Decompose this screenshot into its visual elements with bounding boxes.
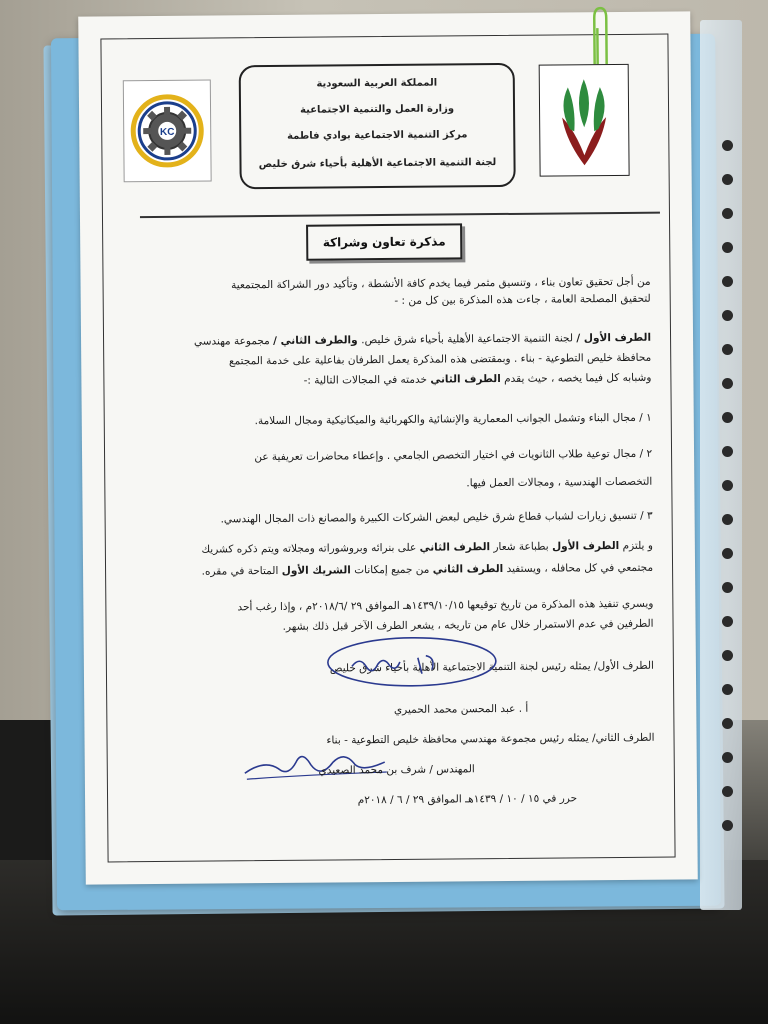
parties-line-3-text: وشبابه كل فيما يخصه ، حيث يقدم (500, 371, 652, 386)
punch-hole (722, 412, 733, 423)
party2-label: والطرف الثاني / (273, 334, 362, 347)
commitment2-text-c: من جميع إمكانات (350, 563, 433, 577)
party1-signatory-name: أ . عبد المحسن محمد الحميري (393, 702, 529, 716)
punch-hole (722, 820, 733, 831)
punch-hole (722, 650, 733, 661)
issue-date: حرر في ١٥ / ١٠ / ١٤٣٩هـ الموافق ٢٩ / ٦ / ٢٠١٨م (357, 792, 578, 807)
punch-hole (722, 786, 733, 797)
letterhead-center: مركز التنمية الاجتماعية بوادي فاطمة (287, 129, 468, 142)
letterhead-kingdom: المملكة العربية السعودية (316, 77, 438, 90)
party2-signatory-name: المهندس / شرف بن محمد الصعيدي (318, 763, 475, 777)
gear-logo-icon (124, 81, 211, 182)
commitment2-text-a: مجتمعي في كل محافله ، ويستفيد (503, 561, 654, 575)
leaves-logo-icon (540, 65, 629, 176)
punch-hole (722, 344, 733, 355)
punch-hole (722, 548, 733, 559)
committee-logo (539, 64, 630, 177)
commitment-text-c: بطباعة شعار (490, 540, 553, 554)
party2-mention-c: الطرف الثاني (432, 562, 504, 576)
org-logo-gear (123, 80, 212, 183)
punch-holes (718, 140, 738, 860)
commitment-text-a: و يلتزم (619, 539, 653, 552)
punch-hole (722, 752, 733, 763)
punch-hole (722, 208, 733, 219)
first-partner-mention: الشريك الأول (281, 564, 351, 577)
commitment-text-e: على بنرائه وبروشوراته ومجلاته ويتم ذكره كشريك (201, 541, 420, 556)
parties-line-2: محافظة خليص التطوعية - بناء . وبمقتضى هذه المذكرة يعمل الطرفان بفاعلية على خدمة المجتمع (228, 351, 652, 368)
punch-hole (722, 174, 733, 185)
punch-hole (722, 718, 733, 729)
party2-mention: الطرف الثاني (430, 373, 501, 386)
punch-hole (722, 480, 733, 491)
punch-hole (722, 140, 733, 151)
party1-text: لجنة التنمية الاجتماعية الأهلية بأحياء شرق خليص. (361, 332, 577, 347)
field-item-2-cont: التخصصات الهندسية ، ومجالات العمل فيها. (466, 475, 653, 490)
party1-signatory-role: الطرف الأول/ يمثله رئيس لجنة التنمية الاجتماعية الأهلية بأحياء شرق خليص (329, 659, 654, 675)
party2-text: مجموعة مهندسي (193, 334, 274, 348)
field-item-2: ٢ / مجال توعية طلاب الثانويات في اختيار التخصص الجامعي . وإعطاء محاضرات تعريفية عن (254, 447, 653, 464)
party2-signatory-role: الطرف الثاني/ يمثله رئيس مجموعة مهندسي محافظة خليص التطوعية - بناء (326, 731, 655, 747)
intro-line-1: من أجل تحقيق تعاون بناء ، وتنسيق مثمر فيما يخدم كافة الأنشطة ، وتأكيد دور الشراكة المجتمعية (231, 275, 651, 292)
letterhead-committee: لجنة التنمية الاجتماعية الأهلية بأحياء شرق خليص (258, 157, 497, 171)
party2-mention-b: الطرف الثاني (419, 541, 491, 554)
letterhead-ministry: وزارة العمل والتنمية الاجتماعية (300, 103, 455, 116)
punch-hole (722, 378, 733, 389)
validity-line-2: الطرفين في عدم الاستمرار خلال عام من تاريخه ، يشعر الطرف الآخر قبل ذلك بشهر. (282, 617, 654, 633)
memo-title: مذكرة تعاون وشراكة (322, 234, 446, 250)
memo-paper (78, 11, 698, 884)
punch-hole (722, 276, 733, 287)
punch-hole (722, 310, 733, 321)
svg-text:KC: KC (159, 126, 175, 138)
party1-label: الطرف الأول / (576, 331, 652, 345)
punch-hole (722, 582, 733, 593)
handwritten-date-stamp (322, 635, 502, 693)
punch-hole (722, 446, 733, 457)
field-item-3: ٣ / تنسيق زيارات لشباب قطاع شرق خليص لبعض الشركات الكبيرة والمصانع ذات المجال الهندسي. (220, 509, 653, 526)
letterhead-box (239, 63, 516, 189)
party1-mention: الطرف الأول (551, 539, 620, 553)
punch-hole (722, 684, 733, 695)
memo-title-box (306, 223, 462, 260)
punch-hole (722, 616, 733, 627)
validity-line-1: ويسري تنفيذ هذه المذكرة من تاريخ توقيعها ١٤٣٩/١٠/١٥هـ الموافق ٢٩ /٢٠١٨/٦م ، وإذا رغب أحد (237, 597, 654, 614)
field-item-1: ١ / مجال البناء وتشمل الجوانب المعمارية والإنشائية والكهربائية والميكانيكية ومجال السلامة. (254, 411, 652, 428)
punch-hole (722, 242, 733, 253)
intro-line-2: لتحقيق المصلحة العامة ، جاءت هذه المذكرة بين كل من : - (394, 292, 651, 307)
punch-hole (722, 514, 733, 525)
parties-line-3-end: خدمته في المجالات التالية :- (303, 373, 431, 387)
commitment2-text-e: المتاحة في مقره. (201, 564, 282, 578)
